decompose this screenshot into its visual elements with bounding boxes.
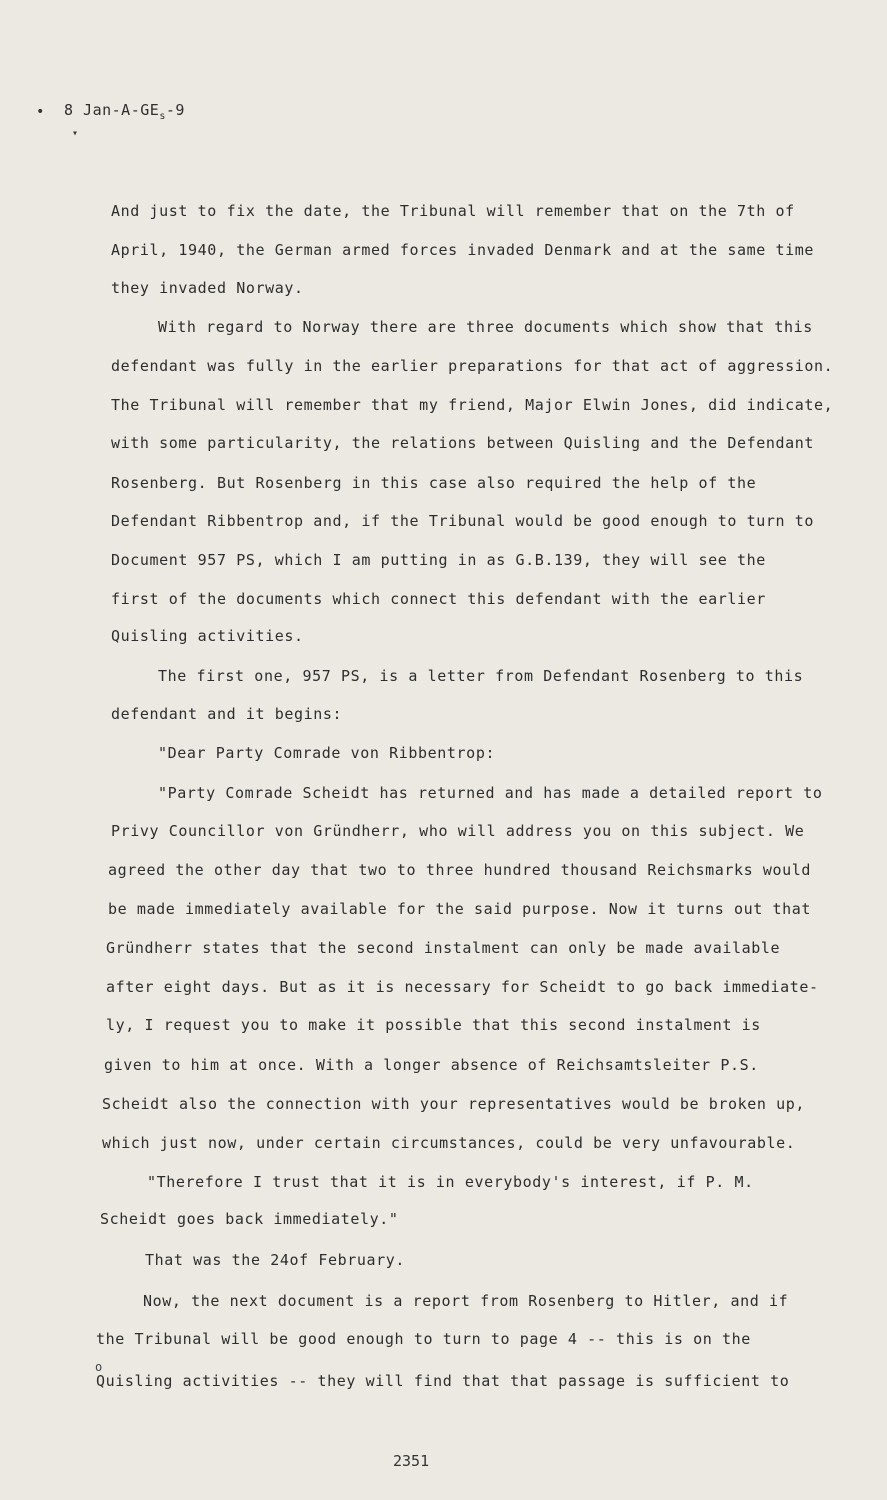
text-line: The first one, 957 PS, is a letter from Defendant Rosenberg to this — [158, 667, 804, 685]
text-line: Document 957 PS, which I am putting in as G.B.139, they will see the — [111, 551, 766, 569]
header-prefix: 8 Jan-A-GE — [64, 101, 160, 119]
margin-mark-dot: • — [36, 104, 45, 120]
page-number: 2351 — [393, 1452, 430, 1470]
text-line: Quisling activities. — [111, 627, 304, 645]
text-line: Rosenberg. But Rosenberg in this case also required the help of the — [111, 474, 757, 492]
text-line: That was the 24of February. — [145, 1251, 406, 1269]
text-line: April, 1940, the German armed forces invaded Denmark and at the same time — [111, 241, 815, 259]
text-line: Quisling activities -- they will find that that passage is sufficient to — [96, 1372, 790, 1390]
text-line: defendant and it begins: — [111, 705, 343, 723]
text-line: which just now, under certain circumstances, could be very unfavourable. — [102, 1134, 796, 1152]
text-line: with some particularity, the relations between Quisling and the Defendant — [111, 434, 815, 452]
text-line: defendant was fully in the earlier preparations for that act of aggression. — [111, 357, 834, 375]
text-line: be made immediately available for the said purpose. Now it turns out that — [108, 900, 812, 918]
text-line: agreed the other day that two to three hundred thousand Reichsmarks would — [108, 861, 812, 879]
text-line: after eight days. But as it is necessary for Scheidt to go back immediate- — [106, 978, 819, 996]
text-line: ly, I request you to make it possible that this second instalment is — [106, 1016, 761, 1034]
stray-typewriter-mark: o — [95, 1360, 103, 1374]
text-line: the Tribunal will be good enough to turn to page 4 -- this is on the — [96, 1330, 751, 1348]
text-line: And just to fix the date, the Tribunal will remember that on the 7th of — [111, 202, 795, 220]
text-line: The Tribunal will remember that my friend, Major Elwin Jones, did indicate, — [111, 396, 834, 414]
text-line: Scheidt goes back immediately." — [100, 1210, 399, 1228]
text-line: Now, the next document is a report from Rosenberg to Hitler, and if — [143, 1292, 789, 1310]
header-subscript: s — [159, 111, 166, 122]
text-line: With regard to Norway there are three documents which show that this — [158, 318, 813, 336]
text-line: first of the documents which connect this defendant with the earlier — [111, 590, 766, 608]
header-suffix: -9 — [165, 101, 185, 119]
text-line: "Therefore I trust that it is in everybody's interest, if P. M. — [147, 1173, 754, 1191]
text-line: they invaded Norway. — [111, 279, 304, 297]
text-line: "Dear Party Comrade von Ribbentrop: — [158, 744, 496, 762]
page-header-reference — [64, 101, 185, 122]
text-line: given to him at once. With a longer absence of Reichsamtsleiter P.S. — [104, 1056, 759, 1074]
text-line: Scheidt also the connection with your representatives would be broken up, — [102, 1095, 806, 1113]
text-line: Privy Councillor von Gründherr, who will address you on this subject. We — [111, 822, 805, 840]
text-line: Gründherr states that the second instalment can only be made available — [106, 939, 781, 957]
text-line: "Party Comrade Scheidt has returned and has made a detailed report to — [158, 784, 823, 802]
text-line: Defendant Ribbentrop and, if the Tribunal would be good enough to turn to — [111, 512, 815, 530]
margin-mark-dot: ▾ — [72, 128, 79, 139]
